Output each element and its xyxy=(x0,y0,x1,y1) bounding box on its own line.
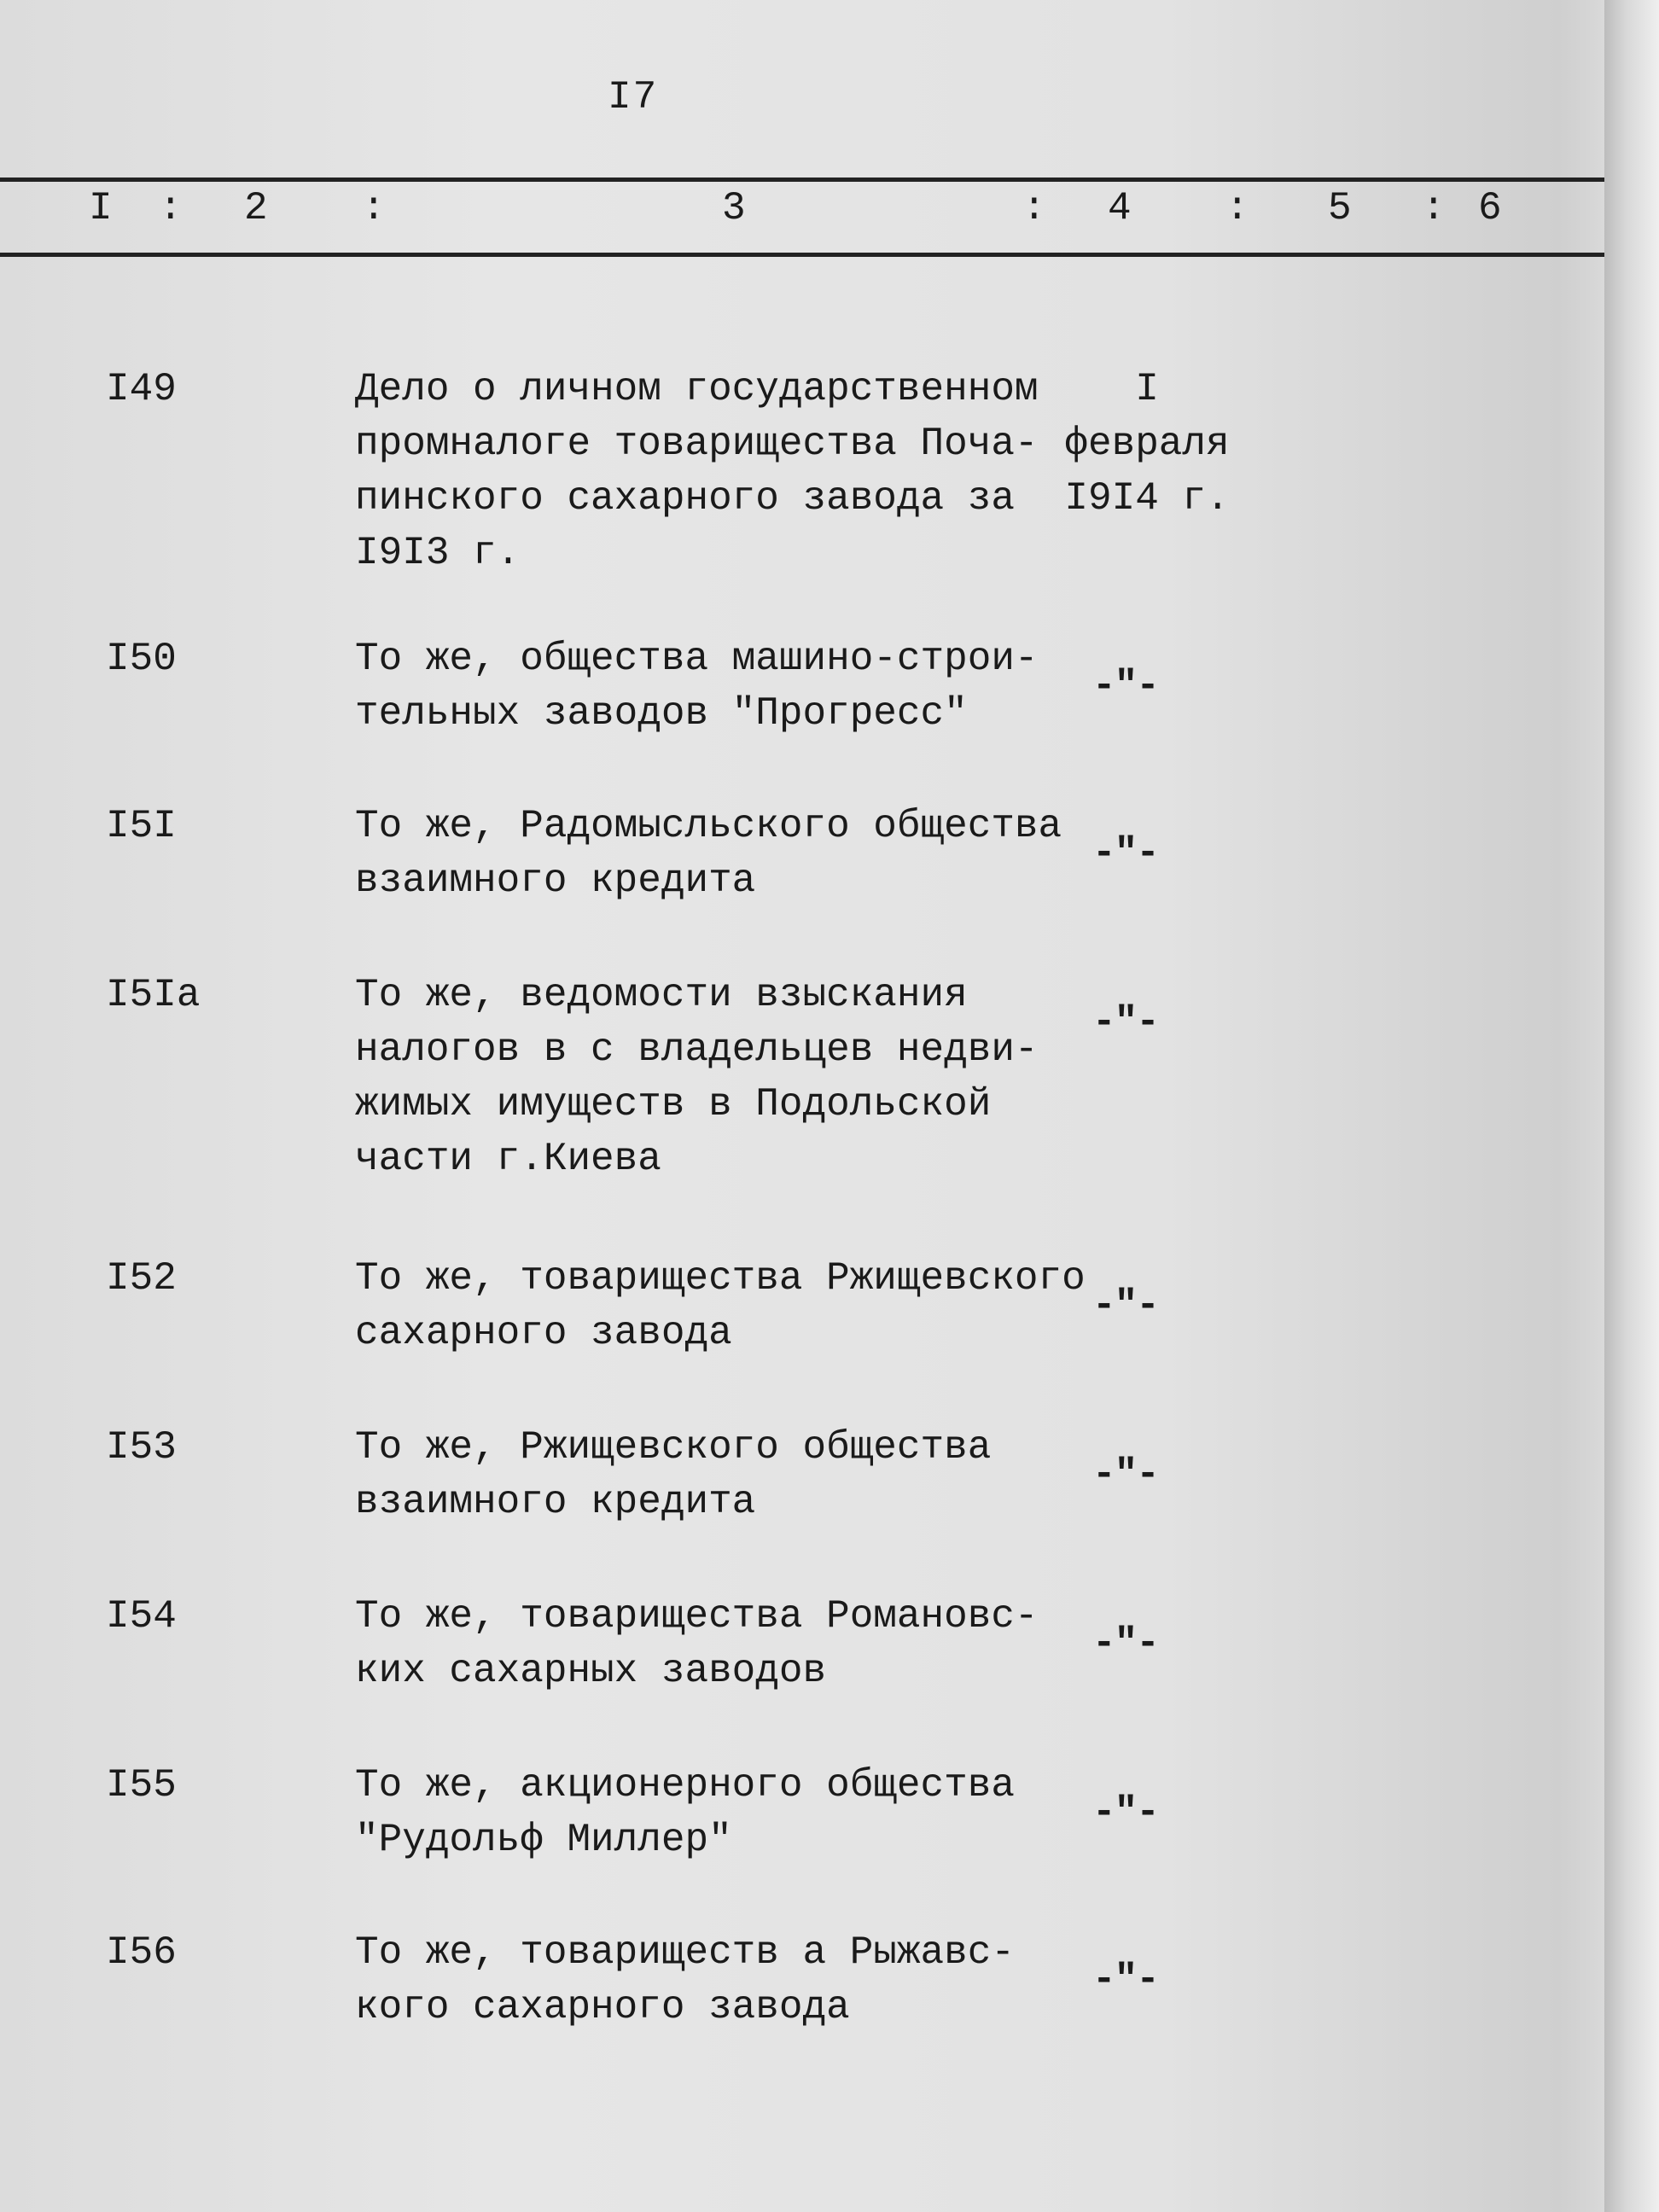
ditto-mark: -"- xyxy=(1092,1958,1158,2002)
column-separator: : xyxy=(1225,186,1249,230)
page-edge xyxy=(1604,0,1659,2212)
entry-number: I53 xyxy=(106,1425,177,1470)
entry-number: I55 xyxy=(106,1763,177,1807)
ditto-mark: -"- xyxy=(1092,1284,1158,1328)
column-header-6: 6 xyxy=(1478,186,1502,230)
ditto-mark: -"- xyxy=(1092,1000,1158,1045)
column-header-2: 2 xyxy=(244,186,268,230)
entry-description: То же, Радомысльского общества взаимного кредита xyxy=(355,804,1062,903)
column-separator: : xyxy=(362,186,386,230)
entry-description: То же, ведомости взыскания налогов в с владельцев недви- жимых имуществ в Подольской части г.Киева xyxy=(355,973,1039,1181)
column-header-4: 4 xyxy=(1108,186,1132,230)
entry-description: То же, общества машино-строи- тельных заводов "Прогресс" xyxy=(355,637,1039,736)
entry-number: I56 xyxy=(106,1930,177,1975)
column-header-1: I xyxy=(89,186,113,230)
header-rule-bottom xyxy=(0,253,1604,257)
ditto-mark: -"- xyxy=(1092,664,1158,708)
column-separator: : xyxy=(1022,186,1046,230)
column-header-3: 3 xyxy=(722,186,746,230)
entry-number: I50 xyxy=(106,637,177,681)
entry-number: I49 xyxy=(106,367,177,411)
ditto-mark: -"- xyxy=(1092,831,1158,876)
entry-description: Дело о личном государственном промналоге товарищества Поча- пинского сахарного завода за I9I3 г. xyxy=(355,367,1039,575)
column-separator: : xyxy=(1422,186,1446,230)
column-header-5: 5 xyxy=(1328,186,1352,230)
entry-description: То же, акционерного общества "Рудольф Миллер" xyxy=(355,1763,1015,1862)
entry-description: То же, товариществ а Рыжавс- кого сахарного завода xyxy=(355,1930,1015,2029)
ditto-mark: -"- xyxy=(1092,1621,1158,1666)
entry-number: I52 xyxy=(106,1256,177,1301)
entry-number: I5I xyxy=(106,804,177,848)
entry-date: I февраля I9I4 г. xyxy=(1064,367,1230,521)
ditto-mark: -"- xyxy=(1092,1790,1158,1835)
ditto-mark: -"- xyxy=(1092,1452,1158,1497)
entry-description: То же, Ржищевского общества взаимного кредита xyxy=(355,1425,992,1524)
entry-description: То же, товарищества Романовс- ких сахарных заводов xyxy=(355,1594,1039,1693)
column-separator: : xyxy=(159,186,183,230)
entry-description: То же, товарищества Ржищевского сахарного завода xyxy=(355,1256,1086,1355)
header-rule-top xyxy=(0,178,1604,182)
entry-number: I5Iа xyxy=(106,973,201,1017)
page-number: I7 xyxy=(608,75,659,119)
entry-number: I54 xyxy=(106,1594,177,1639)
